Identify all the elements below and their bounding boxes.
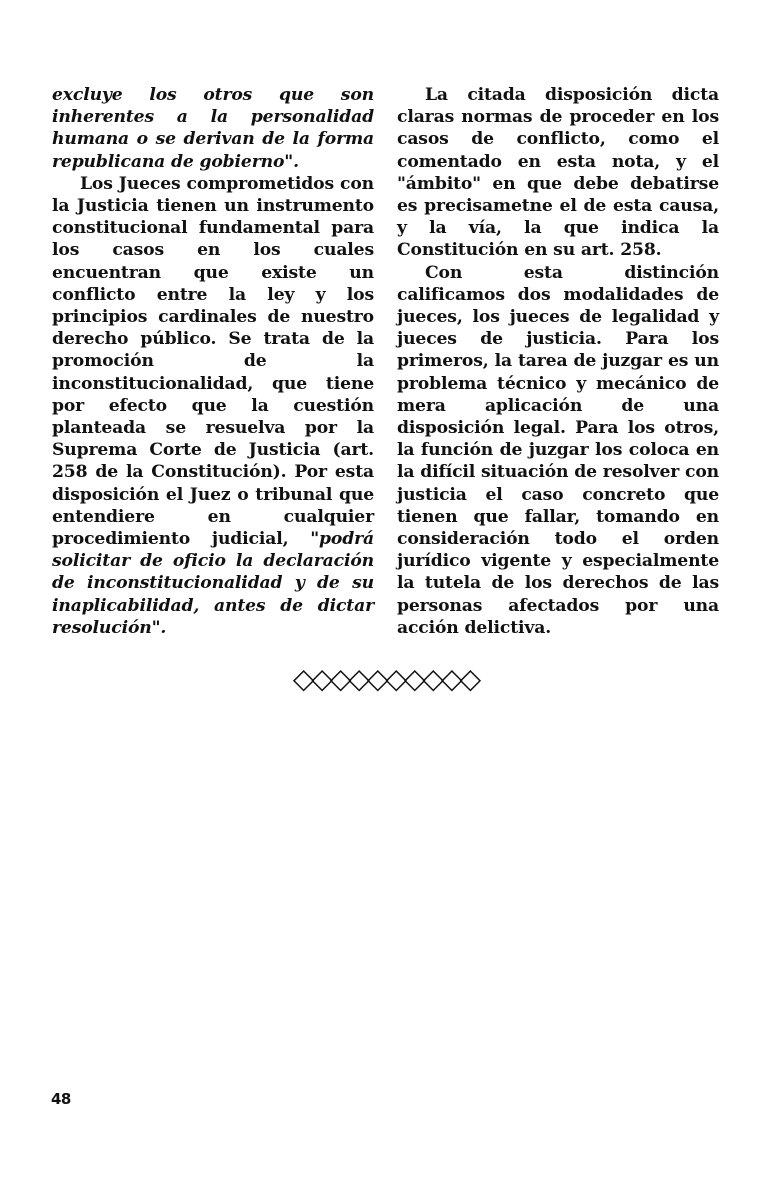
left-paragraph-2-text: Los Jueces comprometidos con la Justicia tienen un instrumento constitucional fundamental para los casos en los cuales encuentran que existe un conflicto entre la ley y los principios cardinales de nuestro derecho público. Se trata de la promoción de la inconstitucionalidad, que tiene por efecto que la cuestión planteada se resuelva por la Suprema Corte de Justicia (art. 258 de la Constitución). Por esta disposición el Juez o tribunal que entendiere en cualquier procedimiento judicial, xyxy=(52,173,374,550)
page-number: 48 xyxy=(51,1090,71,1108)
right-paragraph-2: Con esta distinción calificamos dos modalidades de jueces, los jueces de legalidad y jueces de justicia. Para los primeros, la tarea de juzgar es un problema técnico y mecánico de mera aplicación de una disposición legal. Para los otros, la función de juzgar los coloca en la difícil situación de resolver con justicia el caso concreto que tienen que fallar, tomando en consideración todo el orden jurídico vigente y especialmente la tutela de los derechos de las personas afectados por una acción delictiva. xyxy=(397,262,719,638)
left-column xyxy=(52,84,374,639)
left-paragraph-2 xyxy=(52,173,374,639)
right-paragraph-1: La citada disposición dicta claras normas de proceder en los casos de conflicto, como el comentado en esta nota, y el "ámbito" en que debe debatirse es precisametne el de esta causa, y la vía, la que indica la Constitución en su art. 258. xyxy=(397,85,719,261)
quote-italic-constitution: "podrá solicitar de oficio la declaración de inconstitucionalidad y de su inaplicabilidad, antes de dictar resolución". xyxy=(52,529,374,638)
section-divider-diamonds: ◇◇◇◇◇◇◇◇◇◇ xyxy=(292,662,479,695)
right-column xyxy=(397,84,719,639)
quote-italic-continuation: excluye los otros que son inherentes a la personalidad humana o se derivan de la forma republicana de gobierno". xyxy=(52,85,374,172)
left-paragraph-1 xyxy=(52,84,374,173)
